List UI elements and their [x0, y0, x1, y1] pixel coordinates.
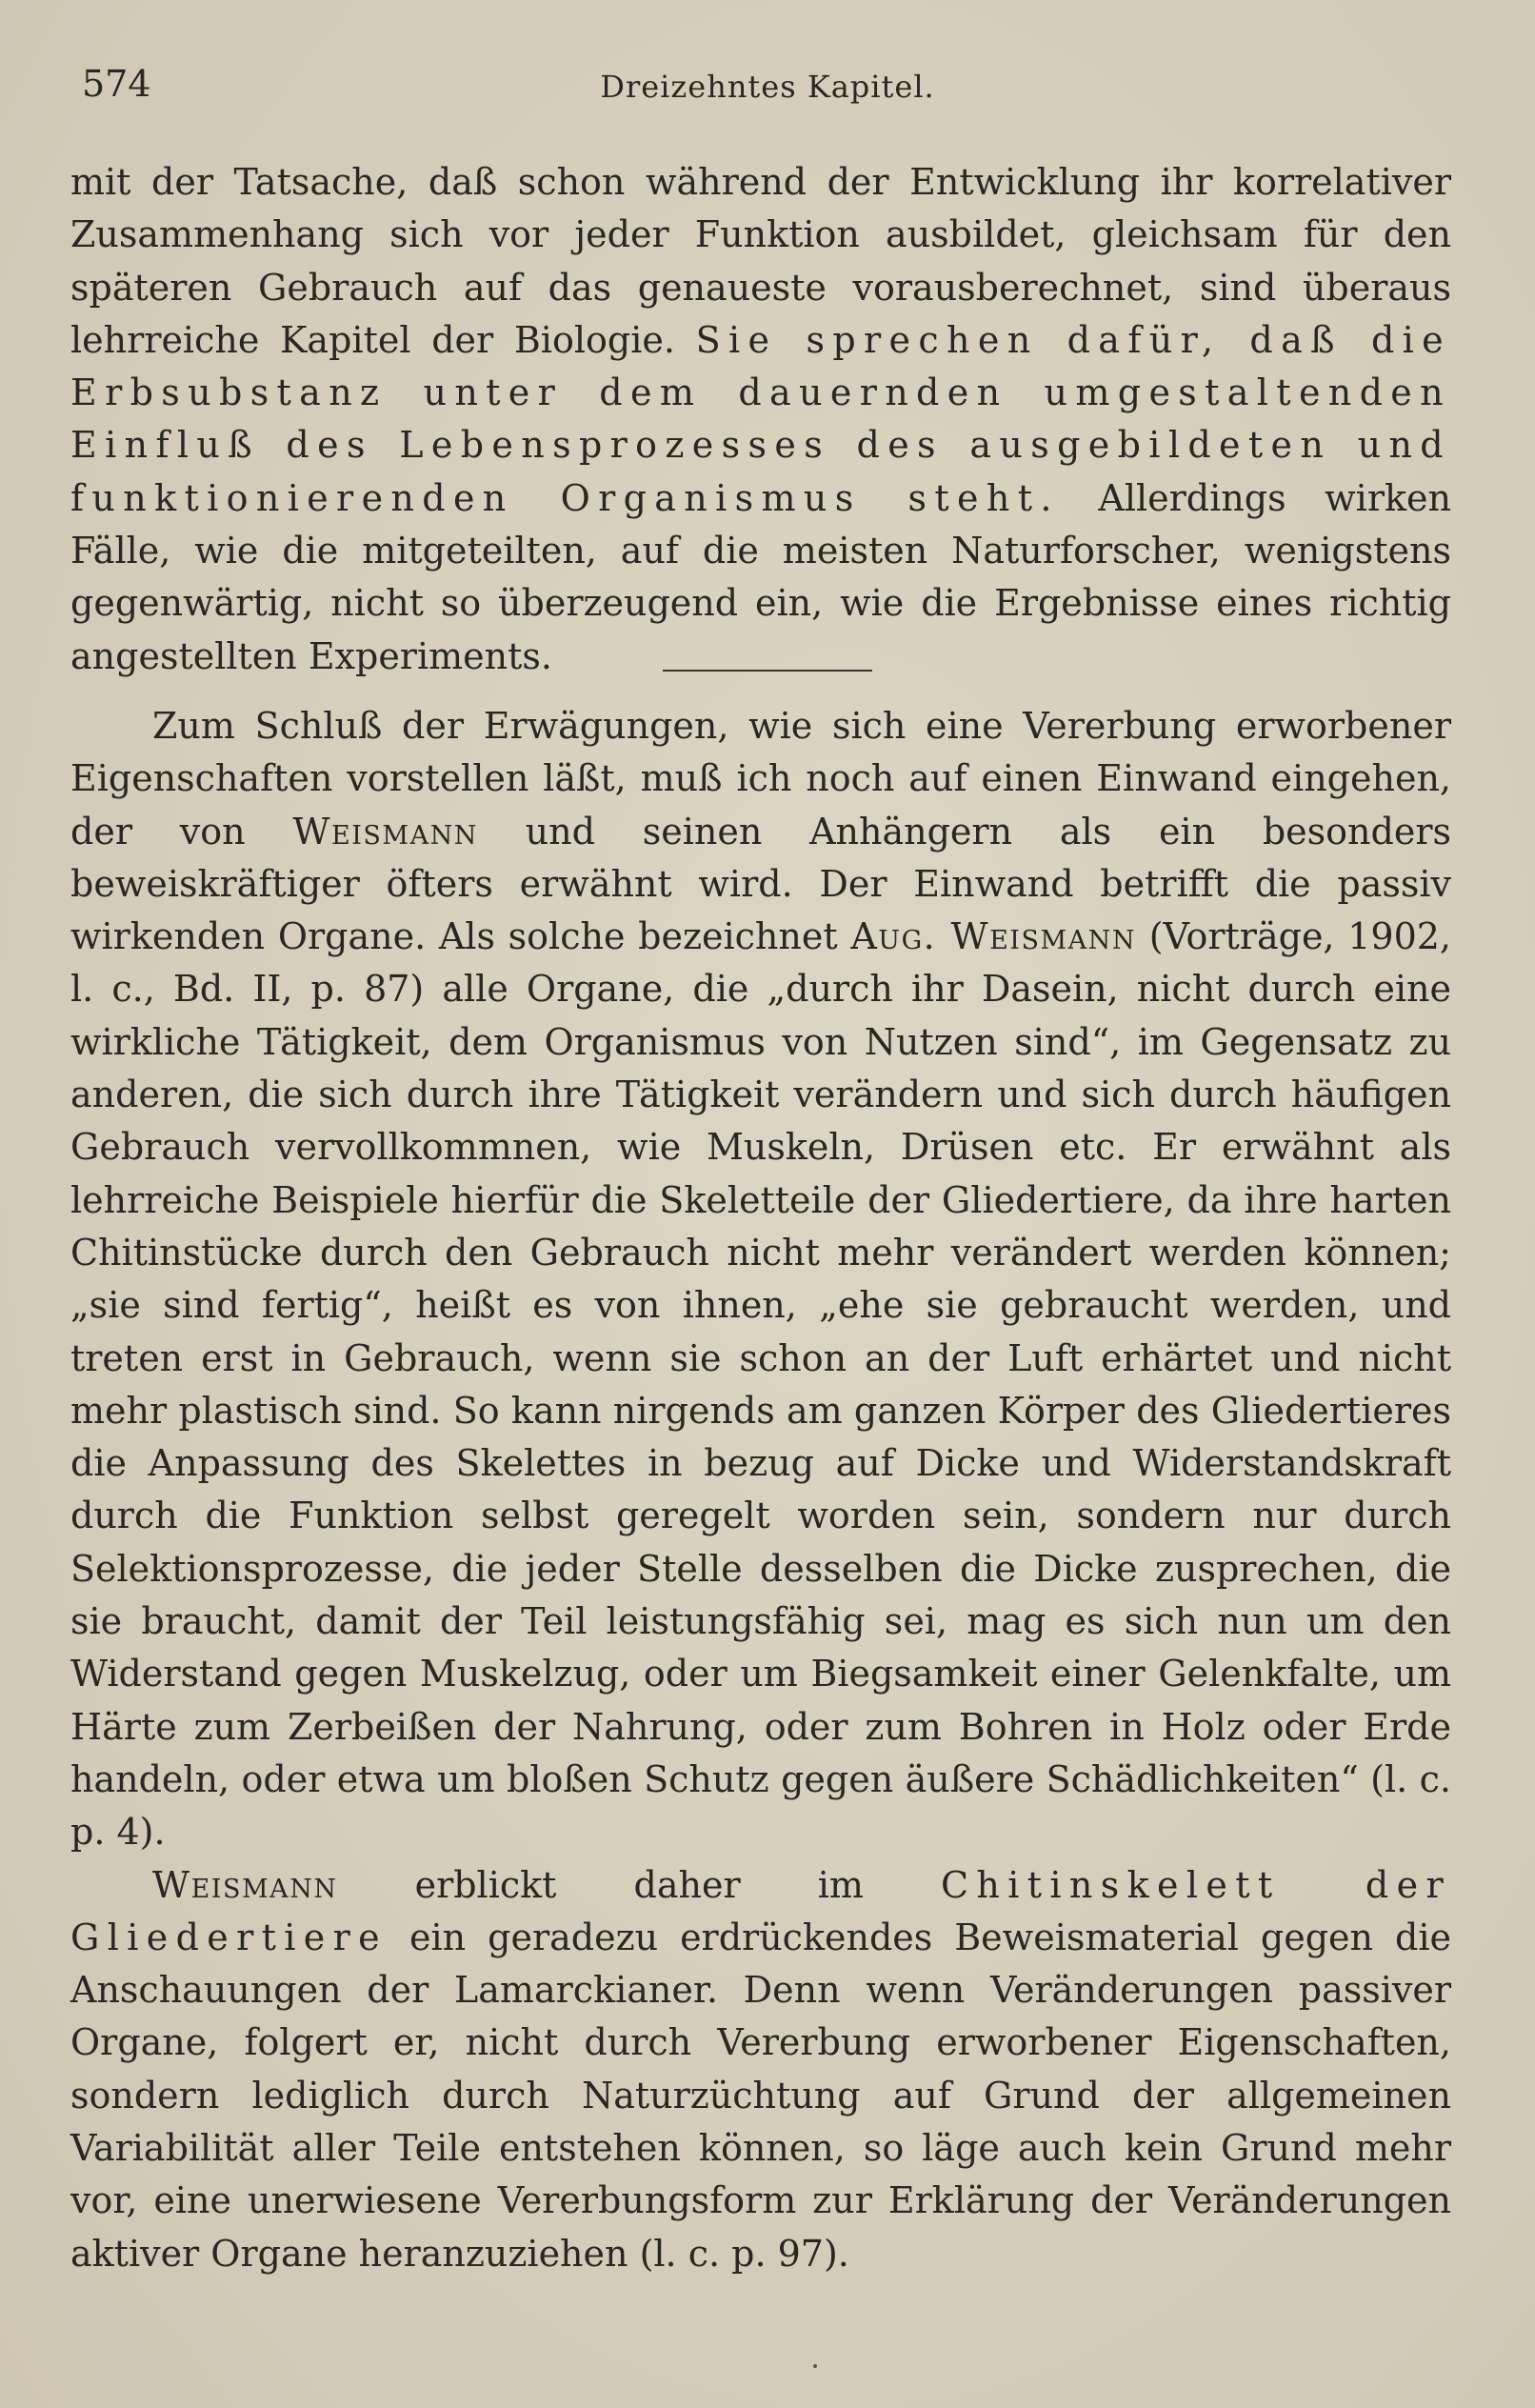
paragraph-continuation	[70, 156, 1451, 683]
page-header	[82, 63, 1453, 110]
paragraph3-spaced-emphasis: Chitinskelett der Gliedertiere	[70, 1863, 1451, 1958]
text-block-main	[70, 700, 1451, 2280]
paragraph2-text-a: Zum Schluß der Erwägungen, wie sich eine Vererbung erworbener Eigenschaften vorstellen läßt, muß ich noch auf einen Einwand eingehen, der von	[70, 705, 1451, 853]
author-name-aug-weismann: Aug. Weismann	[850, 915, 1136, 958]
paragraph1-spaced-emphasis: Sie sprechen dafür, daß die Erbsubstanz unter dem dauernden umgestaltenden Einfluß des Lebensprozesses des ausgebildeten und funktionierenden Organismus steht.	[70, 318, 1451, 519]
paragraph3-text-a: erblickt daher im	[414, 1863, 864, 1906]
page-number: 574	[82, 63, 151, 105]
paragraph-weismann-objection	[70, 700, 1451, 1859]
text-block-top	[70, 156, 1451, 683]
paragraph2-text-c: (Vorträge, 1902, l. c., Bd. II, p. 87) alle Organe, die „durch ihr Dasein, nicht durch eine wirkliche Tätigkeit, dem Organismus von Nutzen sind“, im Gegensatz zu anderen, die sich durch ihre Tätigkeit verändern und sich durch häufigen Gebrauch vervollkommnen, wie Muskeln, Drüsen etc. Er erwähnt als lehrreiche Beispiele hierfür die Skeletteile der Gliedertiere, da ihre harten Chitinstücke durch den Gebrauch nicht mehr verändert werden können; „sie sind fertig“, heißt es von ihnen, „ehe sie gebraucht werden, und treten erst in Gebrauch, wenn sie schon an der Luft erhärtet und nicht mehr plastisch sind. So kann nirgends am ganzen Körper des Gliedertieres die Anpassung des Skelettes in bezug auf Dicke und Widerstandskraft durch die Funktion selbst geregelt worden sein, sondern nur durch Selektionsprozesse, die jeder Stelle desselben die Dicke zusprechen, die sie braucht, damit der Teil leistungsfähig sei, mag es sich nun um den Widerstand gegen Muskelzug, oder um Biegsamkeit einer Gelenkfalte, um Härte zum Zerbeißen der Nahrung, oder zum Bohren in Holz oder Erde handeln, oder etwa um bloßen Schutz gegen äußere Schädlichkeiten“ (l. c. p. 4).	[70, 915, 1451, 1854]
paragraph1-text-a: mit der Tatsache, daß schon während der Entwicklung ihr korrelativer Zusammenhang sich vor jeder Funktion ausbildet, gleichsam für den späteren Gebrauch auf das genaueste vorausberechnet, sind überaus lehrreiche Kapitel der Biologie.	[70, 161, 1451, 361]
paragraph3-text-c: ein geradezu erdrückendes Beweismaterial gegen die Anschauungen der Lamarckianer. Denn wenn Veränderungen passiver Organe, folgert er, nicht durch Vererbung erworbener Eigenschaften, sondern lediglich durch Naturzüchtung auf Grund der allgemeinen Variabilität aller Teile entstehen können, so läge auch kein Grund mehr vor, eine unerwiesene Vererbungsform zur Erklärung der Veränderungen aktiver Organe heranzuziehen (l. c. p. 97).	[70, 1916, 1451, 2275]
paper-speck	[813, 2364, 817, 2368]
author-name-weismann-2: Weismann	[152, 1863, 338, 1906]
paragraph2-text-b: und seinen Anhängern als ein besonders beweiskräftiger öfters erwähnt wird. Der Einwand betrifft die passiv wirkenden Organe. Als solche bezeichnet	[70, 810, 1451, 958]
paragraph-chitin-skeleton	[70, 1859, 1451, 2280]
paragraph1-text-c: Allerdings wirken Fälle, wie die mitgeteilten, auf die meisten Naturforscher, wenigstens gegenwärtig, nicht so überzeugend ein, wie die Ergebnisse eines richtig angestellten Experiments.	[70, 476, 1451, 677]
section-divider	[663, 670, 872, 672]
author-name-weismann: Weismann	[292, 810, 478, 853]
running-head: Dreizehntes Kapitel.	[600, 69, 935, 105]
